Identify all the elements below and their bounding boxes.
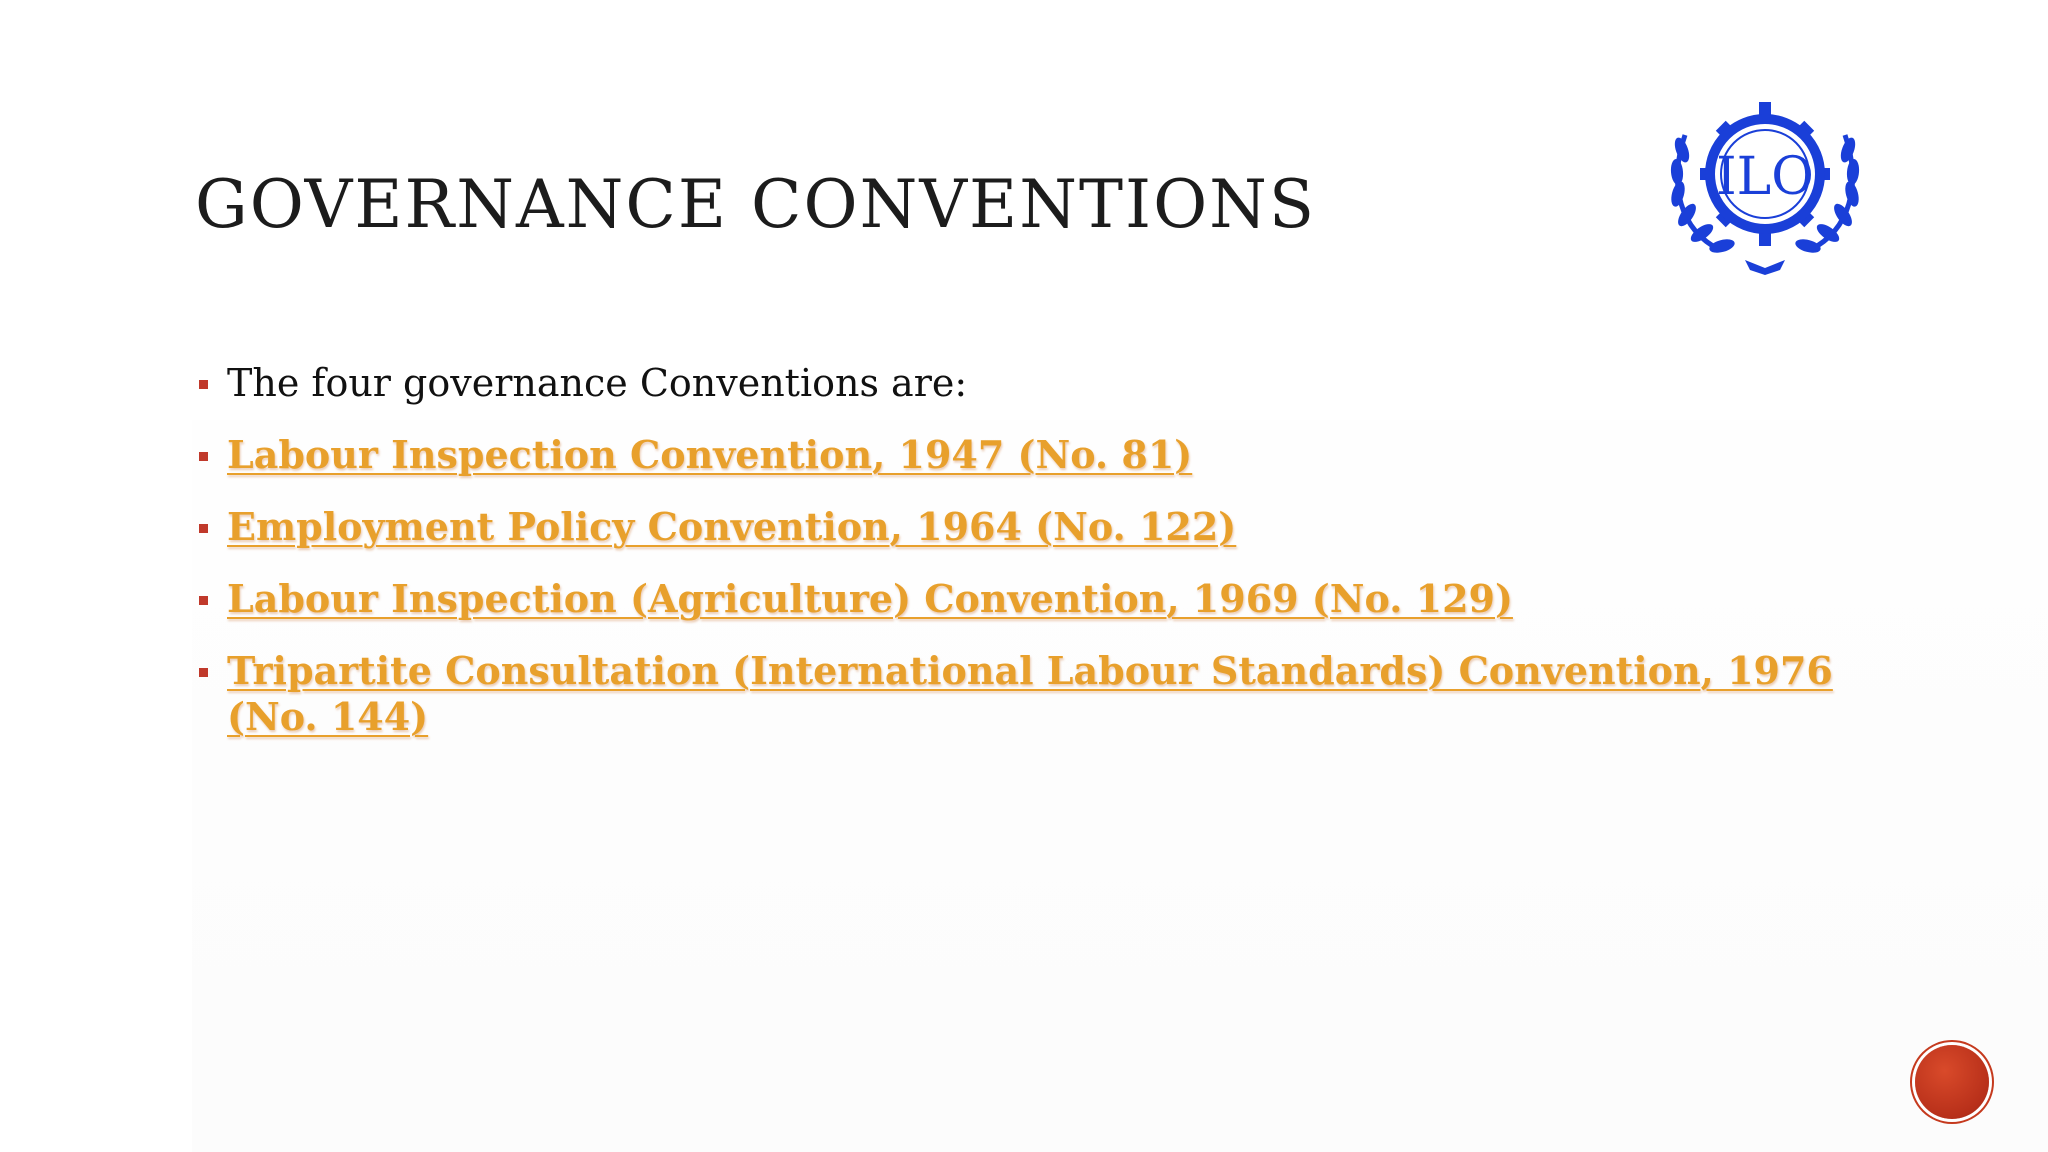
next-slide-button[interactable]: [1915, 1045, 1989, 1119]
slide-title: GOVERNANCE CONVENTIONS: [195, 166, 1317, 243]
list-item: [195, 648, 1835, 740]
convention-link-no-122[interactable]: Employment Policy Convention, 1964 (No. 122): [227, 504, 1237, 549]
bullet-square-icon: [199, 668, 208, 677]
intro-text: The four governance Conventions are:: [227, 361, 968, 405]
convention-link-no-129[interactable]: Labour Inspection (Agriculture) Convention, 1969 (No. 129): [227, 576, 1513, 621]
convention-list: [195, 360, 1835, 766]
ilo-logo: [1660, 90, 1870, 275]
list-item: [195, 576, 1835, 622]
list-item: [195, 504, 1835, 550]
bullet-square-icon: [199, 452, 208, 461]
bullet-square-icon: [199, 524, 208, 533]
list-item-intro: [195, 360, 1835, 406]
bullet-square-icon: [199, 380, 208, 389]
list-item: [195, 432, 1835, 478]
bullet-square-icon: [199, 596, 208, 605]
convention-link-no-144[interactable]: Tripartite Consultation (International Labour Standards) Convention, 1976 (No. 144): [227, 648, 1833, 739]
convention-link-no-81[interactable]: Labour Inspection Convention, 1947 (No. 81): [227, 432, 1193, 477]
svg-text:ILO: ILO: [1716, 147, 1814, 207]
